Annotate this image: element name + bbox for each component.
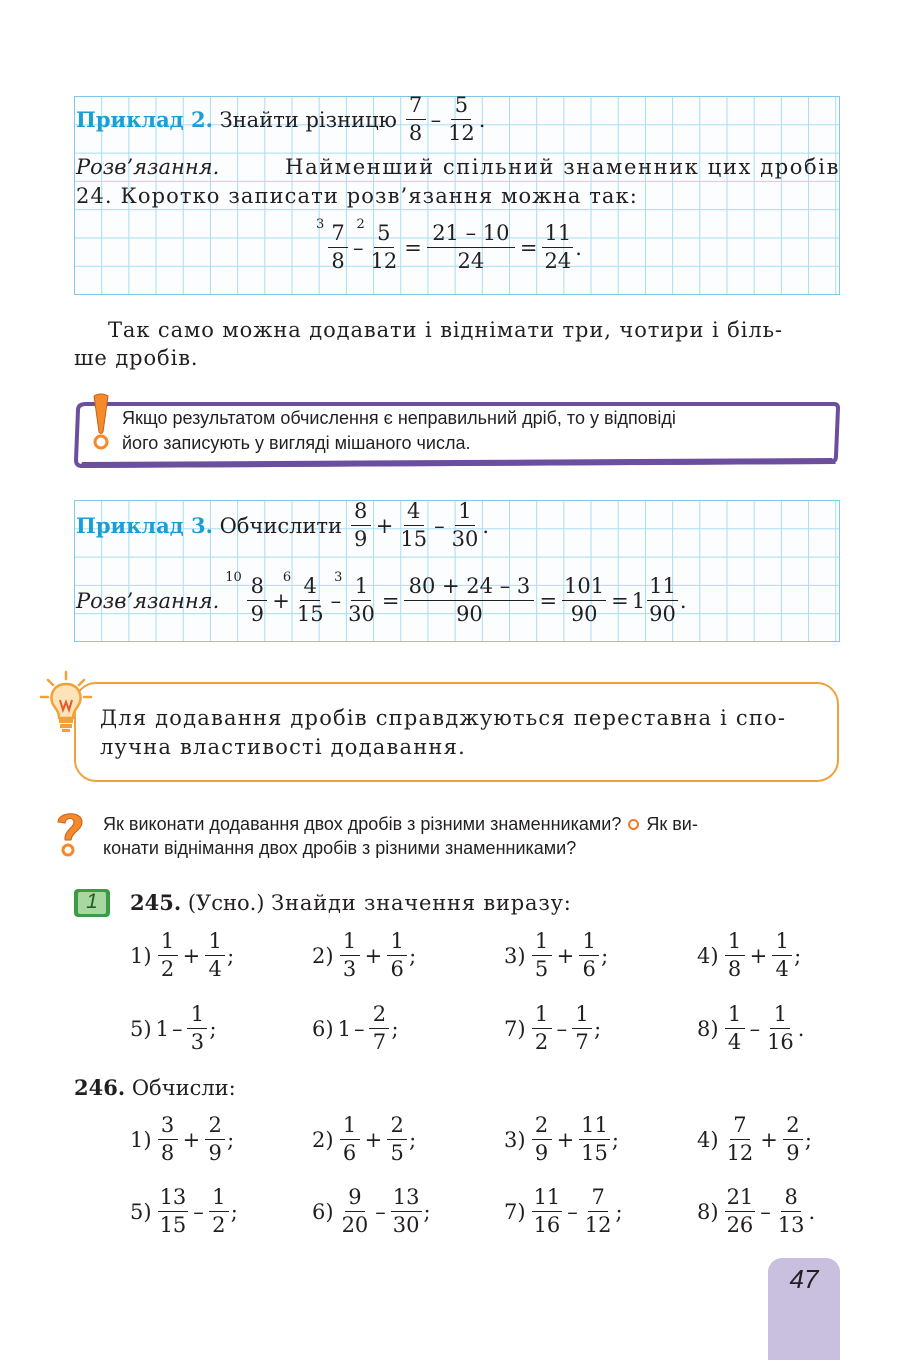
fraction: 1 6: [340, 1114, 360, 1165]
fraction: 7 12: [584, 1185, 612, 1237]
page-number: 47: [789, 1264, 819, 1294]
exercise-item: 3) 1 5 + $\frac{1}{6}$ ;: [504, 929, 609, 981]
fraction: 1 8: [725, 930, 745, 981]
example-2-solution-line1: Розв’язання. Найменший спільний знаменник цих дробів: [76, 155, 840, 179]
fraction: 13 15: [159, 1185, 187, 1237]
fraction: 8 9: [351, 500, 371, 551]
exercise-item: 7) 1 2 – 1 7 ;: [504, 1002, 602, 1054]
example-3-task: Обчислити: [219, 513, 343, 538]
exercise-item: 4) 7 12 + $\frac{2}{9}$ ;: [697, 1113, 812, 1165]
fraction: 7 8: [406, 94, 426, 145]
bullet-circle-icon: [628, 819, 639, 830]
paragraph-line1: Так само можна додавати і віднімати три, чотири і біль-: [108, 318, 783, 342]
task-246-heading: 246. Обчисли:: [74, 1075, 236, 1100]
fraction: 2 9: [532, 1114, 552, 1165]
fraction: 1 2: [209, 1186, 229, 1237]
exercise-item: 6) 9 20 – 13 30 ;: [312, 1185, 431, 1237]
exercise-item: 3) 2 9 + $\frac{11}{15}$ ;: [504, 1113, 619, 1165]
fraction: $\frac{4}{15}$: [400, 499, 428, 551]
exclamation-icon: [88, 392, 114, 452]
example-3-solution: Розв’язання. 10 $\frac{8}{9}$ + 6 $\frac{4}{15}$ – 3 $\frac{1}{30}$ = $\frac{80 + 24 - 3}{90}$ = $\frac{101}{90}$ = 1 11 90 .: [76, 570, 687, 626]
fraction: 1 16: [767, 1002, 794, 1054]
exercise-item: 1) 1 2 + $\frac{1}{4}$ ;: [130, 929, 235, 981]
fraction: 11 90: [649, 574, 676, 626]
fraction: 1 5: [532, 930, 552, 981]
tip-line1: Для додавання дробів справджуються переставна і спо-: [100, 706, 787, 730]
exercise-item: 6) 1 – 2 7 ;: [312, 1002, 399, 1054]
fraction: $\frac{8}{9}$: [247, 575, 267, 626]
question-line1: Як виконати додавання двох дробів з різними знаменниками? Як ви-: [103, 814, 698, 834]
fraction: 21 26: [726, 1185, 754, 1237]
fraction: 5 12: [448, 93, 475, 145]
fraction: 7 12: [726, 1113, 754, 1165]
example-3-label: Приклад 3.: [76, 513, 213, 538]
exercise-item: 5) 1 – 1 3 ;: [130, 1002, 217, 1054]
fraction: 1 2: [532, 1003, 552, 1054]
example-2-calculation: 3 $\frac{7}{8}$ – 2 $\frac{5}{12}$ = $\frac{21 - 10}{24}$ = $\frac{11}{24}$ .: [316, 217, 582, 273]
exercise-item: 8) 21 26 – 8 13 .: [697, 1185, 816, 1237]
fraction: $\frac{101}{90}$: [564, 574, 605, 626]
question-line2: конати віднімання двох дробів з різними знаменниками?: [103, 838, 577, 858]
fraction: 1 2: [158, 930, 178, 981]
fraction: 13 30: [392, 1185, 420, 1237]
fraction: $\frac{80 + 24 - 3}{90}$: [404, 575, 534, 626]
fraction: $\frac{4}{15}$: [296, 574, 324, 626]
fraction: $\frac{11}{24}$: [544, 221, 572, 273]
exercise-item: 2) 1 3 + $\frac{1}{6}$ ;: [312, 929, 417, 981]
tip-box: [74, 682, 839, 782]
page-number-tab: [768, 1258, 840, 1360]
example-3-heading: Приклад 3. Обчислити 8 9 + $\frac{4}{15}$ – 1 30 .: [76, 499, 489, 551]
level-badge: 1: [74, 889, 110, 917]
example-2-heading: Приклад 2. Знайти різницю 7 8 – 5 12 .: [76, 93, 486, 145]
fraction: $\frac{1}{6}$: [579, 930, 599, 981]
tip-line2: лучна властивості додавання.: [100, 735, 466, 759]
fraction: $\frac{5}{12}$: [370, 221, 398, 273]
fraction: 1 3: [187, 1003, 207, 1054]
fraction: 11 16: [533, 1185, 561, 1237]
lightbulb-icon: [38, 670, 98, 740]
example-2-task: Знайти різницю: [219, 107, 397, 132]
fraction: 1 30: [451, 499, 479, 551]
note-box: [74, 400, 840, 466]
fraction: $\frac{2}{9}$: [205, 1114, 225, 1165]
fraction: $\frac{2}{5}$: [387, 1114, 407, 1165]
task-245-heading: 245. (Усно.) Знайди значення виразу:: [130, 890, 572, 915]
fraction: 1 4: [725, 1003, 745, 1054]
question-mark-icon: [52, 808, 88, 860]
fraction: $\frac{1}{4}$: [205, 930, 225, 981]
exercise-item: 4) 1 8 + $\frac{1}{4}$ ;: [697, 929, 802, 981]
example-2-solution-line2: 24. Коротко записати розв’язання можна так:: [76, 184, 638, 208]
example-2-label: Приклад 2.: [76, 107, 213, 132]
fraction: $\frac{2}{9}$: [783, 1114, 803, 1165]
exercise-item: 2) 1 6 + $\frac{2}{5}$ ;: [312, 1113, 417, 1165]
fraction: $\frac{1}{4}$: [772, 930, 792, 981]
fraction: $\frac{1}{30}$: [348, 574, 375, 626]
exercise-item: 7) 11 16 – 7 12 ;: [504, 1185, 623, 1237]
fraction: $\frac{11}{15}$: [581, 1113, 608, 1165]
fraction: 9 20: [341, 1185, 369, 1237]
exercise-item: 8) 1 4 – 1 16 .: [697, 1002, 805, 1054]
fraction: $\frac{7}{8}$: [328, 222, 348, 273]
note-line2: його записують у вигляді мішаного числа.: [122, 433, 471, 453]
exercise-item: 5) 13 15 – 1 2 ;: [130, 1185, 238, 1237]
fraction: 8 13: [777, 1185, 805, 1237]
fraction: $\frac{21 - 10}{24}$: [427, 222, 515, 273]
fraction: 2 7: [369, 1003, 389, 1054]
fraction: 3 8: [158, 1114, 178, 1165]
fraction: 1 3: [340, 930, 360, 981]
fraction: $\frac{1}{6}$: [387, 930, 407, 981]
paragraph-line2: ше дробів.: [74, 346, 199, 370]
exercise-item: 1) 3 8 + $\frac{2}{9}$ ;: [130, 1113, 235, 1165]
note-line1: Якщо результатом обчислення є неправильний дріб, то у відповіді: [122, 408, 676, 428]
fraction: 1 7: [572, 1003, 592, 1054]
